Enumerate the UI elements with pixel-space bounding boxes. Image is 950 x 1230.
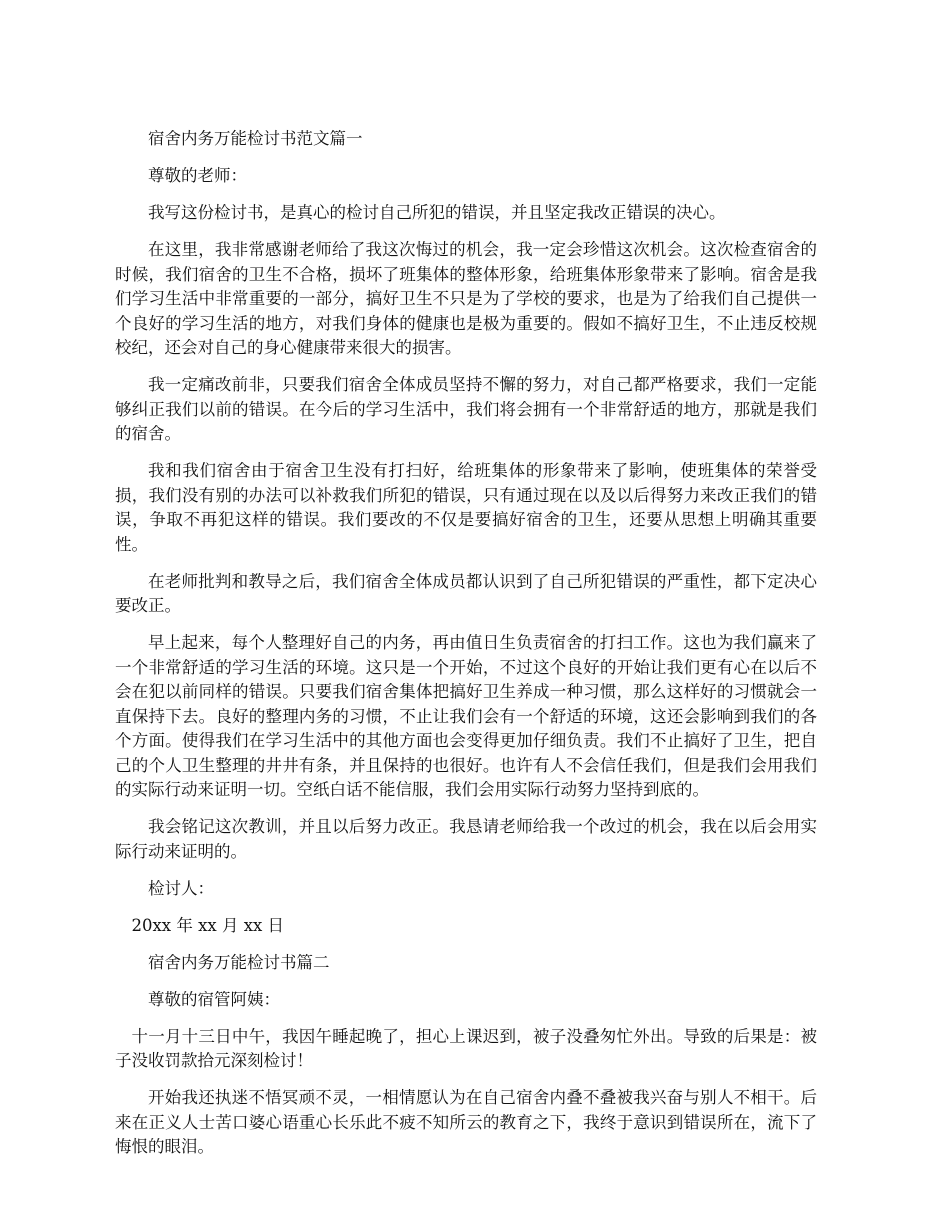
paragraph: 我和我们宿舍由于宿舍卫生没有打扫好，给班集体的形象带来了影响，使班集体的荣誉受损，我们没有别的办法可以补救我们所犯的错误，只有通过现在以及以后得努力来改正我们的错误，争取不再犯这样的错误。我们要改的不仅是要搞好宿舍的卫生，还要从思想上明确其重要性。 [115,461,817,554]
section-title-2: 宿舍内务万能检讨书篇二 [148,952,330,972]
salutation-2: 尊敬的宿管阿姨： [148,989,280,1009]
paragraph: 十一月十三日中午，我因午睡起晚了，担心上课迟到，被子没叠匆忙外出。导致的后果是：被子没收罚款拾元深刻检讨！ [115,1026,817,1070]
paragraph: 在这里，我非常感谢老师给了我这次悔过的机会，我一定会珍惜这次机会。这次检查宿舍的时候，我们宿舍的卫生不合格，损坏了班集体的整体形象，给班集体形象带来了影响。宿舍是我们学习生活中非常重要的一部分，搞好卫生不只是为了学校的要求，也是为了给我们自己提供一个良好的学习生活的地方，对我们身体的健康也是极为重要的。假如不搞好卫生，不止违反校规校纪，还会对自己的身心健康带来很大的损害。 [115,240,817,357]
signature-label: 检讨人： [148,878,214,898]
paragraph: 我写这份检讨书，是真心的检讨自己所犯的错误，并且坚定我改正错误的决心。 [148,203,726,222]
paragraph: 在老师批判和教导之后，我们宿舍全体成员都认识到了自己所犯错误的严重性，都下定决心要改正。 [115,571,817,615]
section-title-1: 宿舍内务万能检讨书范文篇一 [148,129,363,148]
paragraph: 我一定痛改前非，只要我们宿舍全体成员坚持不懈的努力，对自己都严格要求，我们一定能够纠正我们以前的错误。在今后的学习生活中，我们将会拥有一个非常舒适的地方，那就是我们的宿舍。 [115,375,817,443]
signature-date: 20xx 年 xx 月 xx 日 [131,915,285,935]
salutation-1: 尊敬的老师： [148,166,247,185]
paragraph: 我会铭记这次教训，并且以后努力改正。我恳请老师给我一个改过的机会，我在以后会用实际行动来证明的。 [115,817,817,861]
paragraph: 开始我还执迷不悟冥顽不灵，一相情愿认为在自己宿舍内叠不叠被我兴奋与别人不相干。后来在正义人士苦口婆心语重心长乐此不疲不知所云的教育之下，我终于意识到错误所在，流下了悔恨的眼泪。 [115,1088,817,1156]
paragraph: 早上起来，每个人整理好自己的内务，再由值日生负责宿舍的打扫工作。这也为我们赢来了一个非常舒适的学习生活的环境。这只是一个开始，不过这个良好的开始让我们更有心在以后不会在犯以前同样的错误。只要我们宿舍集体把搞好卫生养成一种习惯，那么这样好的习惯就会一直保持下去。良好的整理内务的习惯，不止让我们会有一个舒适的环境，这还会影响到我们的各个方面。使得我们在学习生活中的其他方面也会变得更加仔细负责。我们不止搞好了卫生，把自己的个人卫生整理的井井有条，并且保持的也很好。也许有人不会信任我们，但是我们会用我们的实际行动来证明一切。空纸白话不能信服，我们会用实际行动努力坚持到底的。 [115,633,817,799]
